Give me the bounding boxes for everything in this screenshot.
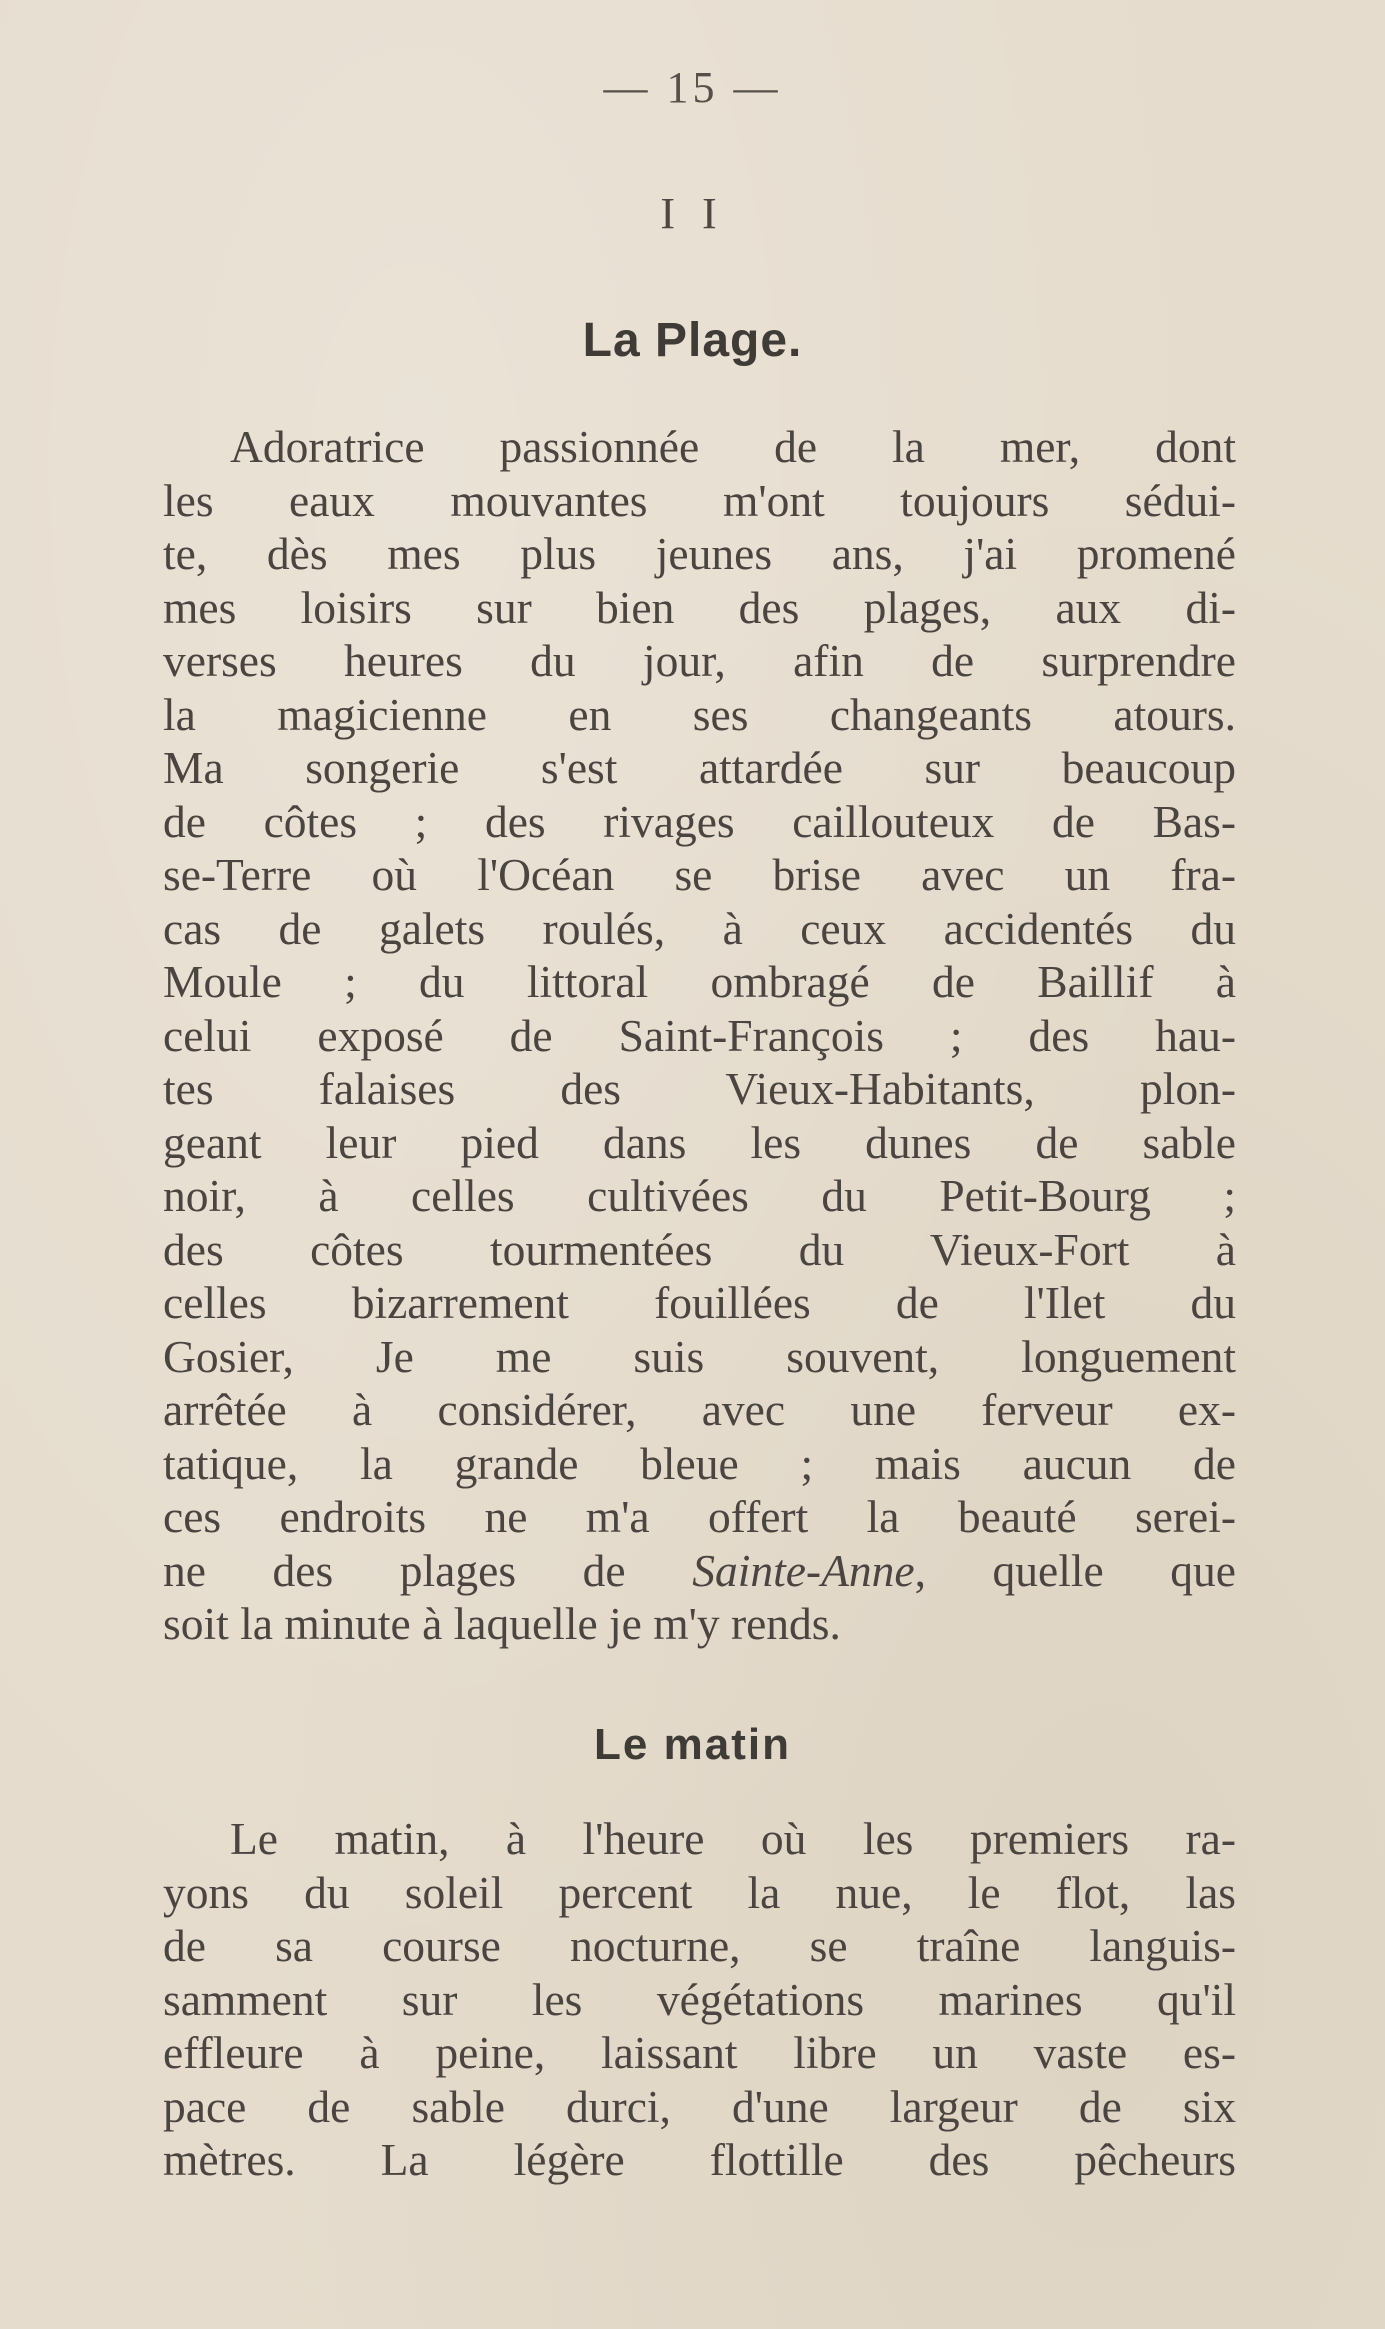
paragraph-le-matin xyxy=(163,1812,1236,2187)
text-line: la magicienne en ses changeants atours. xyxy=(163,688,1236,740)
text-line: tatique, la grande bleue ; mais aucun de xyxy=(163,1437,1236,1489)
text-line: samment sur les végétations marines qu'il xyxy=(163,1973,1236,2025)
text-line: effleure à peine, laissant libre un vaste es- xyxy=(163,2027,1236,2078)
text-line: les eaux mouvantes m'ont toujours sédui- xyxy=(163,474,1236,526)
subsection-title: Le matin xyxy=(594,1720,791,1769)
text-line: soit la minute à laquelle je m'y rends. xyxy=(163,1598,841,1649)
page-number: — 15 — xyxy=(603,63,782,112)
text-line: cas de galets roulés, à ceux accidentés du xyxy=(163,902,1236,954)
text-line: mètres. La légère flottille des pêcheurs xyxy=(163,2134,1236,2185)
text-line: te, dès mes plus jeunes ans, j'ai promené xyxy=(163,528,1236,579)
chapter-number: I I xyxy=(660,189,725,238)
text-line: geant leur pied dans les dunes de sable xyxy=(163,1116,1236,1168)
text-line: ces endroits ne m'a offert la beauté serei- xyxy=(163,1491,1236,1542)
text-line: verses heures du jour, afin de surprendre xyxy=(163,635,1236,686)
text-line: de sa course nocturne, se traîne languis- xyxy=(163,1920,1236,1971)
text-line: Moule ; du littoral ombragé de Baillif à xyxy=(163,956,1236,1007)
text-line: Gosier, Je me suis souvent, longuement xyxy=(163,1330,1236,1382)
text-line: se-Terre où l'Océan se brise avec un fra- xyxy=(163,849,1236,900)
text-line: noir, à celles cultivées du Petit-Bourg ; xyxy=(163,1170,1236,1221)
paragraph-la-plage xyxy=(163,420,1236,1651)
text-line: celles bizarrement fouillées de l'Ilet du xyxy=(163,1277,1236,1328)
text-line: Ma songerie s'est attardée sur beaucoup xyxy=(163,742,1236,793)
text-line: yons du soleil percent la nue, le flot, las xyxy=(163,1866,1236,1918)
text-segment: ne des plages de xyxy=(163,1544,693,1596)
text-line: tes falaises des Vieux-Habitants, plon- xyxy=(163,1063,1236,1114)
text-line-with-italic xyxy=(163,1544,1236,1598)
text-line: Le matin, à l'heure où les premiers ra- xyxy=(230,1813,1236,1864)
text-line: de côtes ; des rivages caillouteux de Bas- xyxy=(163,795,1236,847)
text-line: celui exposé de Saint-François ; des hau- xyxy=(163,1009,1236,1061)
italic-place-name: Sainte-Anne xyxy=(692,1544,915,1596)
text-line: Adoratrice passionnée de la mer, dont xyxy=(230,421,1236,472)
section-title: La Plage. xyxy=(582,314,803,367)
text-line: mes loisirs sur bien des plages, aux di- xyxy=(163,581,1236,633)
text-line: arrêtée à considérer, avec une ferveur ex- xyxy=(163,1384,1236,1435)
text-line: pace de sable durci, d'une largeur de six xyxy=(163,2080,1236,2132)
text-segment: , quelle que xyxy=(914,1544,1237,1596)
text-line: des côtes tourmentées du Vieux-Fort à xyxy=(163,1223,1236,1275)
